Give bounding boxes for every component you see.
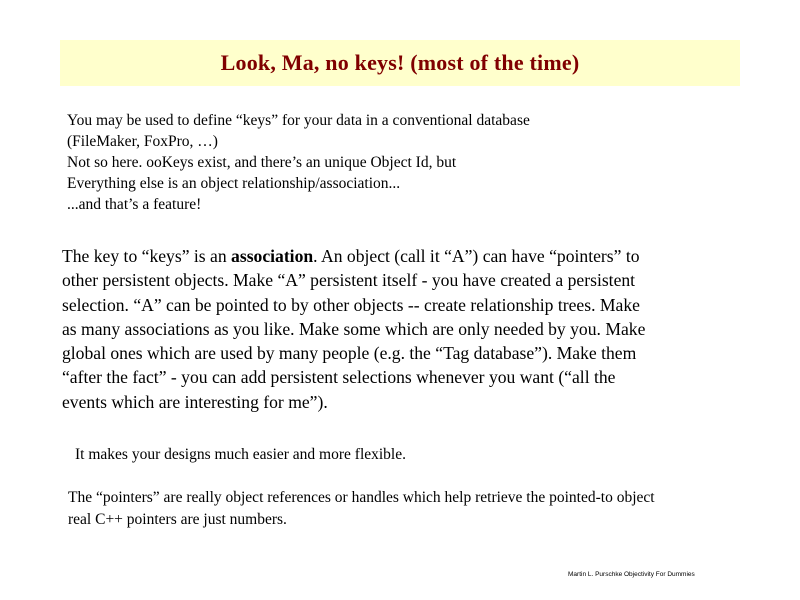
pointers-line: real C++ pointers are just numbers. bbox=[68, 511, 287, 528]
main-line-first bbox=[62, 244, 742, 268]
main-line: other persistent objects. Make “A” persistent itself - you have created a persistent bbox=[62, 270, 636, 291]
main-line: as many associations as you like. Make some which are only needed by you. Make bbox=[62, 318, 646, 339]
intro-line: Not so here. ooKeys exist, and there’s an unique Object Id, but bbox=[67, 154, 457, 171]
main-line: “after the fact” - you can add persistent selections whenever you want (“all the bbox=[62, 367, 616, 388]
association-keyword: association bbox=[231, 246, 314, 266]
main-line: global ones which are used by many people (e.g. the “Tag database”). Make them bbox=[62, 343, 637, 364]
intro-line: Everything else is an object relationship/association... bbox=[67, 175, 401, 192]
pointers-note bbox=[68, 487, 788, 531]
main-line-first-start: The key to “keys” is an bbox=[62, 246, 232, 266]
intro-block bbox=[67, 110, 747, 215]
intro-line: (FileMaker, FoxPro, …) bbox=[67, 133, 218, 150]
main-paragraph bbox=[62, 244, 742, 414]
flexible-note: It makes your designs much easier and more flexible. bbox=[75, 446, 406, 463]
title-banner bbox=[60, 40, 740, 86]
main-line: events which are interesting for me”). bbox=[62, 391, 328, 412]
slide-title: Look, Ma, no keys! (most of the time) bbox=[220, 50, 580, 75]
footer-credit: Martin L. Purschke Objectivity For Dummies bbox=[568, 571, 695, 578]
intro-line: ...and that’s a feature! bbox=[67, 196, 202, 213]
main-line: selection. “A” can be pointed to by other objects -- create relationship trees. Make bbox=[62, 294, 640, 315]
intro-line: You may be used to define “keys” for your data in a conventional database bbox=[67, 112, 530, 129]
pointers-line: The “pointers” are really object references or handles which help retrieve the pointed-to object bbox=[68, 489, 655, 506]
main-line-first-end: . An object (call it “A”) can have “pointers” to bbox=[313, 246, 640, 266]
